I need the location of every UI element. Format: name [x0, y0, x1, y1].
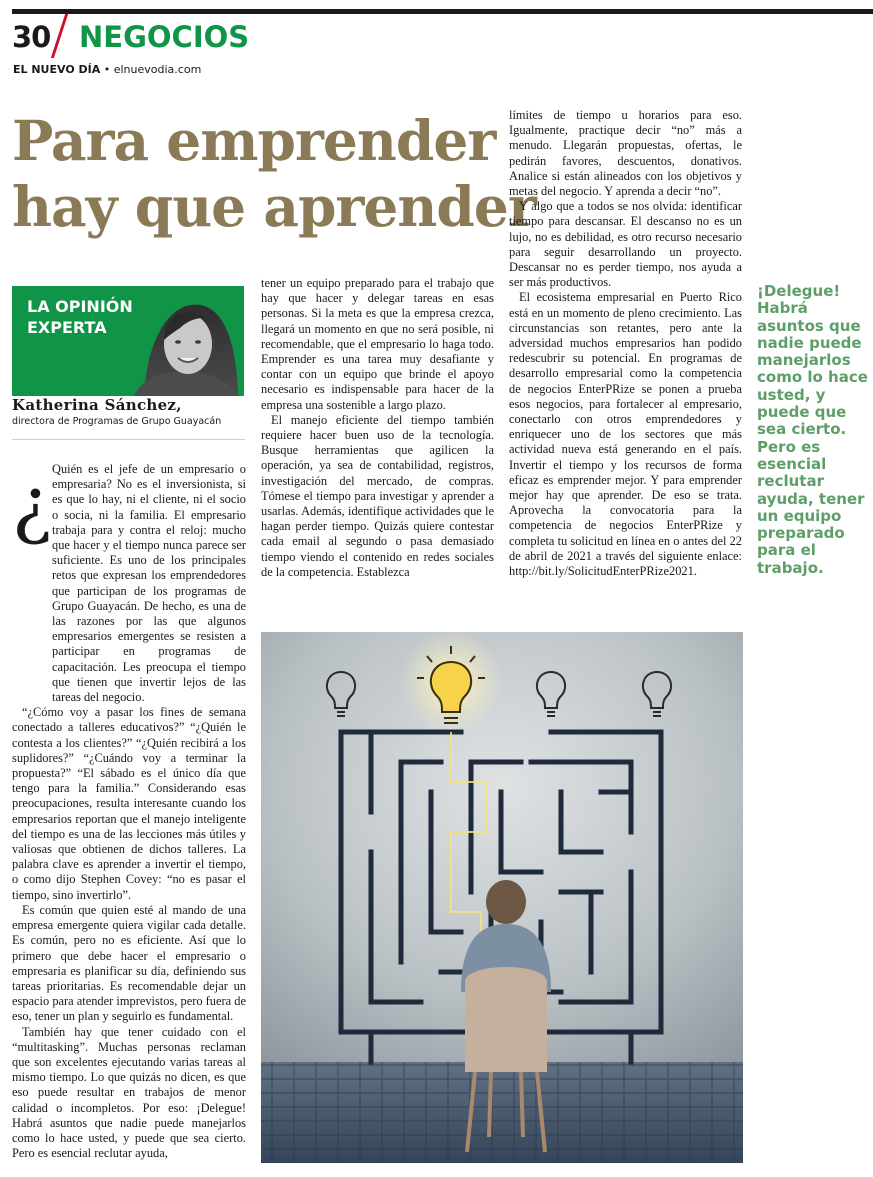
- masthead: EL NUEVO DÍA • elnuevodia.com: [13, 63, 202, 76]
- paper-url: elnuevodia.com: [113, 63, 202, 76]
- headline-line-1: Para emprender: [12, 108, 496, 173]
- opinion-label-line-1: LA OPINIÓN: [27, 297, 133, 316]
- pull-quote: ¡Delegue! Habrá asuntos que nadie puede manejarlos como lo hace usted, y puede que sea cierto. Pero es esencial reclutar ayuda, tener un equipo preparado para el trabajo.: [757, 282, 868, 577]
- page-number: 30: [12, 20, 51, 54]
- article-column-2: [261, 276, 494, 606]
- author-role: directora de Programas de Grupo Guayacán: [12, 416, 222, 427]
- top-rule: [12, 9, 873, 14]
- article-headline: [12, 108, 536, 240]
- opinion-label-line-2: EXPERTA: [27, 318, 107, 337]
- paragraph: “¿Cómo voy a pasar los fines de semana conectado a talleres educativos?” “¿Quién le contesta a los clientes?” “¿Quién recibirá a los suplidores?” “¿Cuándo voy a terminar la propuesta?” “El sábado es el único día que tengo para la familia.” Considerando esas preocupaciones, resulta interesante cuando los empresarios reportan que el manejo inteligente del tiempo es una de las lecciones más útiles y valiosas que obtienen de dichos talleres. La palabra clave es aprender a invertir el tiempo, o como dijo Stephen Covey: “no es pasar el tiempo, sino invertirlo”.: [12, 705, 246, 902]
- paragraph: tener un equipo preparado para el trabajo que hay que hacer y delegar tareas en esas personas. Si la meta es que la empresa crezca, llegará un momento en que no será posible, ni recomendable, que el empresario lo haga todo. Emprender es una tarea muy desafiante y contar con un equipo que brinde el apoyo necesario es indispensable para hacer de la empresa una sostenible a largo plazo.: [261, 276, 494, 412]
- paragraph: El manejo eficiente del tiempo también requiere hacer buen uso de la tecnología. Busque herramientas que agilicen la operación, ya sea de contabilidad, registros, investigación del mercado, de compras. Tómese el tiempo para investigar y aprender a usarlas. Además, identifique actividades que le hagan perder tiempo. Quizás quiere contestar cada email al segundo o pasa demasiado tiempo viendo el contenido en redes sociales de la competencia. Establezca: [261, 412, 494, 579]
- paragraph: También hay que tener cuidado con el “multitasking”. Muchas personas reclaman que son excelentes ejecutando varias tareas al mismo tiempo. Lo que quizás no dicen, es que eso puede resultar en trabajos de menor calidad o incompletos. Por eso: ¡Delegue! Habrá asuntos que nadie puede manejarlos como lo hace usted, y puede que sea cierto. Pero es esencial reclutar ayuda,: [12, 1024, 246, 1161]
- header-slash: [51, 14, 68, 58]
- paragraph: límites de tiempo u horarios para eso. Igualmente, practique decir “no” más a menudo. Llegarán propuestas, ofertas, le pedirán favores, descuentos, donativos. Analice si están alineados con los objetivos y metas del negocio. Y aprenda a decir “no”.: [509, 108, 742, 199]
- section-title: NEGOCIOS: [79, 20, 250, 54]
- article-column-3: [509, 108, 742, 608]
- byline-divider: [12, 439, 245, 440]
- paper-name: EL NUEVO DÍA: [13, 63, 101, 76]
- drop-cap: ¿: [12, 462, 52, 548]
- opinion-label: [27, 296, 133, 338]
- article-column-1: [12, 462, 246, 1172]
- author-portrait: [124, 286, 244, 396]
- headline-line-2: hay que aprender: [12, 174, 536, 239]
- paragraph: El ecosistema empresarial en Puerto Rico está en un momento de pleno crecimiento. Las circunstancias son retantes, pero ante la adversidad muchos empresarios han podido redescubrir su potencial. En programas de desarrollo empresarial como la competencia de negocios EnterPRize se ponen a prueba esos negocios, para fortalecer al empresario, conectarlo con otros emprendedores y enriquecer uno de los sectores que más actividad nueva está generando en el país. Invertir el tiempo y los recursos de forma eficaz es emprender mejor. Y para emprender mejor hay que aprender. De eso se trata. Aprovecha la convocatoria para la competencia de negocios EnterPRize y completa tu solicitud en línea en o antes del 22 de abril de 2021 a través del siguiente enlace: http://bit.ly/SolicitudEnterPRize2021.: [509, 290, 742, 579]
- paragraph: Es común que quien esté al mando de una empresa emergente quiera vigilar cada detalle. Es común, pero no es eficiente. Así que lo primero que debe hacer el empresario o empresaria es planificar su día, definiendo sus tareas prioritarias. Es recomendable dejar un espacio para atender imprevistos, pero fuera de eso, tener un plan y seguirlo es fundamental.: [12, 902, 246, 1024]
- paragraph: Y algo que a todos se nos olvida: identificar tiempo para descansar. El descanso no es un lujo, no es debilidad, es otro recurso necesario para seguir desarrollando un proyecto. Descansar no es perder tiempo, nos ayuda a ser más productivos.: [509, 199, 742, 290]
- author-name: Katherina Sánchez,: [12, 396, 182, 414]
- maze-illustration: [261, 632, 743, 1163]
- opinion-banner: [12, 286, 244, 396]
- paragraph: Quién es el jefe de un empresario o empresaria? No es el inversionista, si es que lo hay, ni el cliente, ni el socio o socia, ni la familia. El empresario trabaja para y contra el reloj: mucho que hacer y el tiempo nunca parece ser suficiente. Es uno de los principales retos que expresan los emprendedores que participan de los programas de Grupo Guayacán. De hecho, es una de las razones por las que algunos empresarios emergentes se resisten a participar en programas de capacitación. Les preocupa el tiempo que tienen que invertir lejos de las tareas del negocio.: [52, 462, 246, 705]
